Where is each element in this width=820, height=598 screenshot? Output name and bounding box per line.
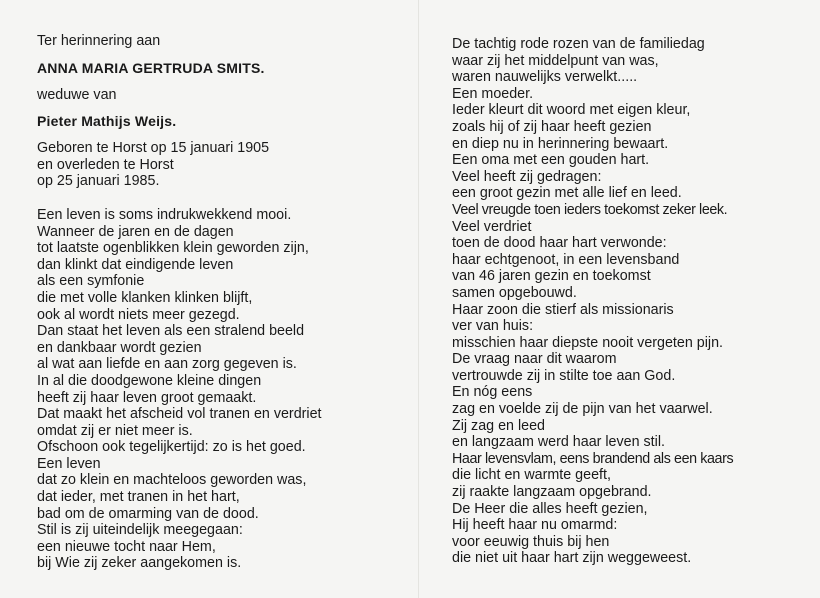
poem-line: ook al wordt niets meer gezegd. <box>37 306 240 323</box>
poem-line: Ofschoon ook tegelijkertijd: zo is het goed. <box>37 439 306 456</box>
spouse-name: Pieter Mathijs Weijs. <box>37 113 177 130</box>
poem-line: Wanneer de jaren en de dagen <box>37 223 234 240</box>
poem-line: bij Wie zij zeker aangekomen is. <box>37 555 242 572</box>
poem-line: Stil is zij uiteindelijk meegegaan: <box>37 522 243 539</box>
poem-line: Dat maakt het afscheid vol tranen en verdriet <box>37 406 322 423</box>
poem-line: zoals hij of zij haar heeft gezien <box>452 118 652 135</box>
poem-line: bad om de omarming van de dood. <box>37 505 259 522</box>
poem-line: Haar zoon die stierf als missionaris <box>452 301 674 318</box>
poem-line: en dankbaar wordt gezien <box>37 339 202 356</box>
poem-line: dat ieder, met tranen in het hart, <box>37 489 240 506</box>
life-line: en overleden te Horst <box>37 156 174 173</box>
poem-line: En nóg eens <box>452 384 533 401</box>
poem-line: Hij heeft haar nu omarmd: <box>452 517 618 534</box>
poem-left <box>37 207 407 572</box>
card-fold <box>418 0 419 598</box>
poem-line: als een symfonie <box>37 273 145 290</box>
poem-line: al wat aan liefde en aan zorg gegeven is. <box>37 356 297 373</box>
poem-line: De tachtig rode rozen van de familiedag <box>452 36 705 52</box>
poem-line: zag en voelde zij de pijn van het vaarwel. <box>452 401 713 418</box>
poem-line: De vraag naar dit waarom <box>452 351 617 368</box>
poem-line: Een moeder. <box>452 85 534 102</box>
right-page <box>452 36 812 567</box>
poem-line: dat zo klein en machteloos geworden was, <box>37 472 307 489</box>
poem-line: waren nauwelijks verwelkt..... <box>452 69 638 86</box>
poem-line: zij raakte langzaam opgebrand. <box>452 484 652 501</box>
poem-right <box>452 36 812 567</box>
poem-line: misschien haar diepste nooit vergeten pijn. <box>452 334 724 351</box>
poem-line: omdat zij er niet meer is. <box>37 422 193 439</box>
poem-line: die met volle klanken klinken blijft, <box>37 289 253 306</box>
poem-line: die licht en warmte geeft, <box>452 467 611 484</box>
poem-line: van 46 jaren gezin en toekomst <box>452 268 651 285</box>
poem-line: vertrouwde zij in stilte toe aan God. <box>452 367 676 384</box>
poem-line: Haar levensvlam, eens brandend als een kaars <box>452 450 734 467</box>
relation-text: weduwe van <box>37 86 117 103</box>
poem-line: een groot gezin met alle lief en leed. <box>452 185 682 202</box>
poem-line: en diep nu in herinnering bewaart. <box>452 135 669 152</box>
poem-line: heeft zij haar leven groot gemaakt. <box>37 389 257 406</box>
left-page <box>37 33 407 572</box>
life-line: op 25 januari 1985. <box>37 173 160 190</box>
poem-line: Dan staat het leven als een stralend beeld <box>37 323 305 340</box>
poem-line: Veel vreugde toen ieders toekomst zeker leek. <box>452 201 728 218</box>
poem-line: waar zij het middelpunt van was, <box>452 52 659 69</box>
poem-line: toen de dood haar hart verwonde: <box>452 235 667 252</box>
poem-line: en langzaam werd haar leven stil. <box>452 434 665 451</box>
poem-line: samen opgebouwd. <box>452 284 577 301</box>
poem-line: Veel heeft zij gedragen: <box>452 168 602 185</box>
deceased-name: ANNA MARIA GERTRUDA SMITS. <box>37 59 265 76</box>
poem-line: Een oma met een gouden hart. <box>452 152 650 169</box>
poem-line: Zij zag en leed <box>452 417 545 434</box>
poem-line: Een leven <box>37 455 101 472</box>
poem-line: die niet uit haar hart zijn weggeweest. <box>452 550 692 567</box>
poem-line: Ieder kleurt dit woord met eigen kleur, <box>452 102 691 119</box>
poem-line: Veel verdriet <box>452 218 532 235</box>
poem-line: een nieuwe tocht naar Hem, <box>37 538 216 555</box>
poem-line: De Heer die alles heeft gezien, <box>452 500 648 517</box>
life-dates <box>37 140 407 190</box>
poem-line: Een leven is soms indrukwekkend mooi. <box>37 206 292 223</box>
poem-line: voor eeuwig thuis bij hen <box>452 533 610 550</box>
poem-line: In al die doodgewone kleine dingen <box>37 372 262 389</box>
poem-line: haar echtgenoot, in een levensband <box>452 251 680 268</box>
poem-line: ver van huis: <box>452 318 534 335</box>
life-line: Geboren te Horst op 15 januari 1905 <box>37 140 270 157</box>
poem-line: tot laatste ogenblikken klein geworden zijn, <box>37 240 309 257</box>
intro-text: Ter herinnering aan <box>37 33 161 49</box>
poem-line: dan klinkt dat eindigende leven <box>37 256 234 273</box>
